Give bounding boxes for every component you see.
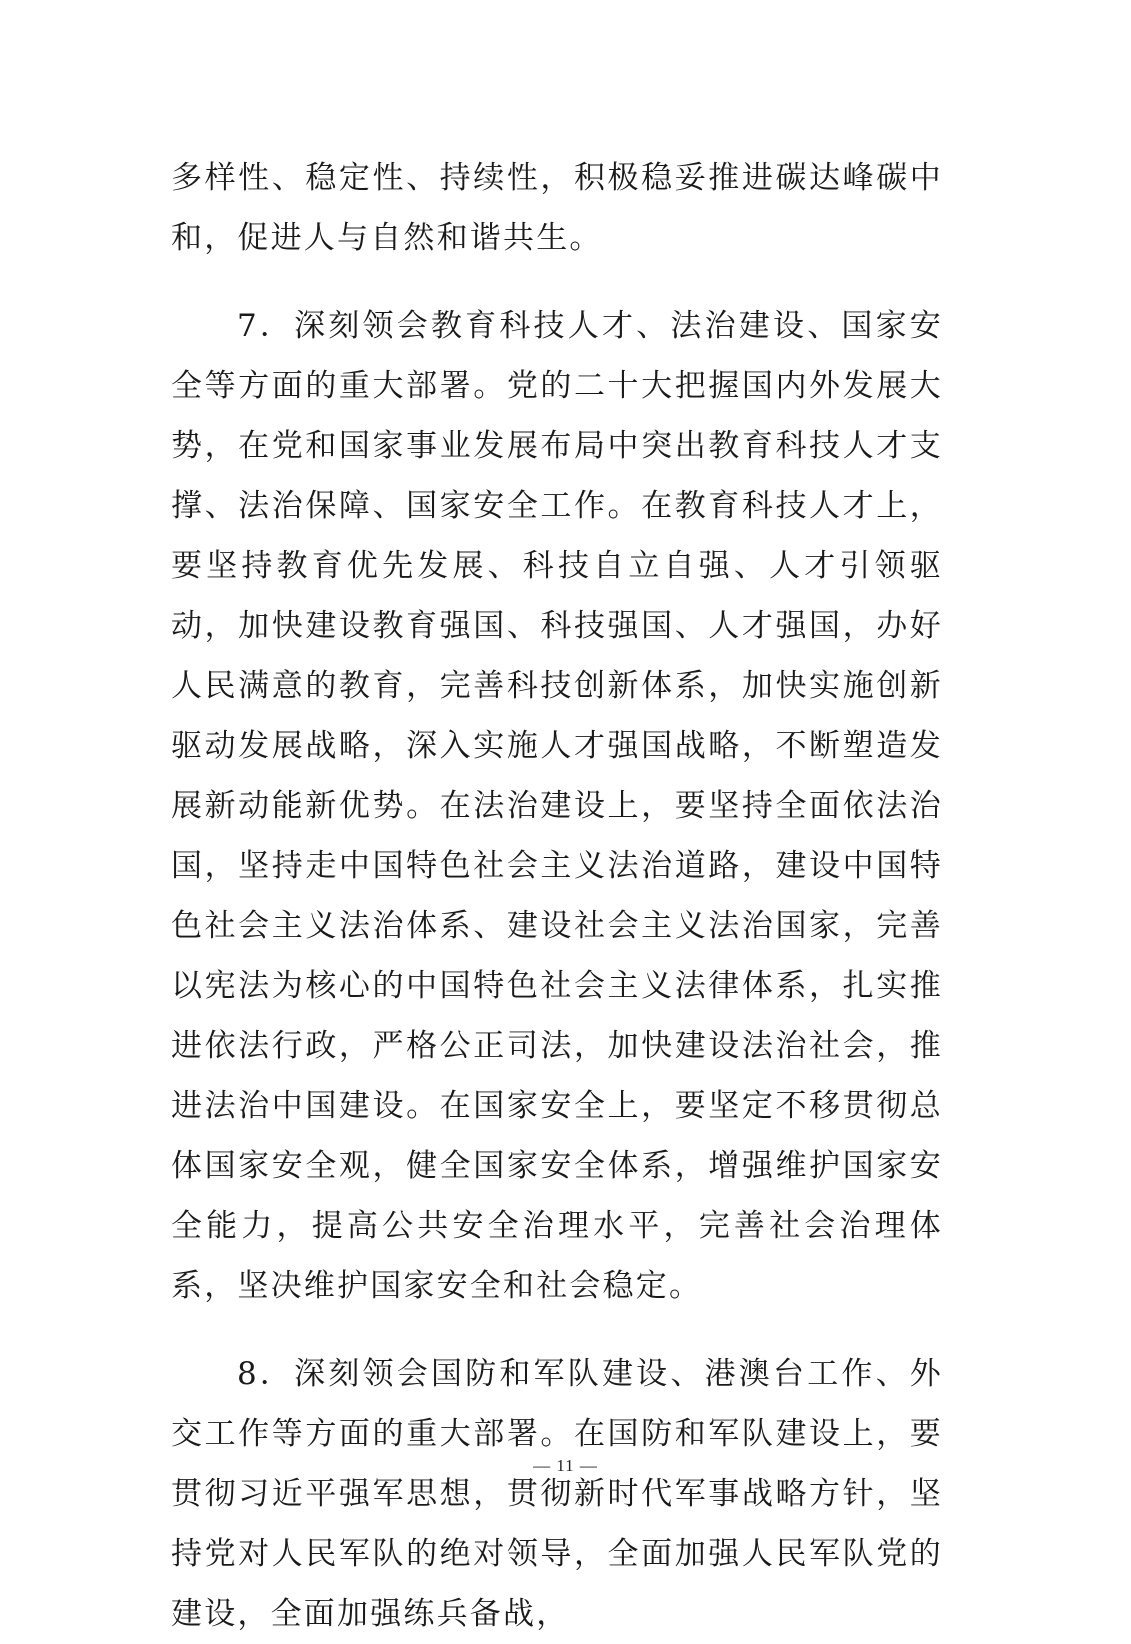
paragraph-item-7: 7．深刻领会教育科技人才、法治建设、国家安全等方面的重大部署。党的二十大把握国内外发展大势，在党和国家事业发展布局中突出教育科技人才支撑、法治保障、国家安全工作。在教育科技人才上，要坚持教育优先发展、科技自立自强、人才引领驱动，加快建设教育强国、科技强国、人才强国，办好人民满意的教育，完善科技创新体系，加快实施创新驱动发展战略，深入实施人才强国战略，不断塑造发展新动能新优势。在法治建设上，要坚持全面依法治国，坚持走中国特色社会主义法治道路，建设中国特色社会主义法治体系、建设社会主义法治国家，完善以宪法为核心的中国特色社会主义法律体系，扎实推进依法行政，严格公正司法，加快建设法治社会，推进法治中国建设。在国家安全上，要坚定不移贯彻总体国家安全观，健全国家安全体系，增强维护国家安全能力，提高公共安全治理水平，完善社会治理体系，坚决维护国家安全和社会稳定。	[171, 308, 943, 1304]
paragraph-continuation: 多样性、稳定性、持续性，积极稳妥推进碳达峰碳中和，促进人与自然和谐共生。	[171, 160, 943, 256]
body-text	[171, 148, 943, 1644]
page-number: — 11 —	[533, 1456, 598, 1475]
paragraph-item-8: 8．深刻领会国防和军队建设、港澳台工作、外交工作等方面的重大部署。在国防和军队建设上，要贯彻习近平强军思想，贯彻新时代军事战略方针，坚持党对人民军队的绝对领导，全面加强人民军队党的建设，全面加强练兵备战，	[171, 1356, 943, 1632]
